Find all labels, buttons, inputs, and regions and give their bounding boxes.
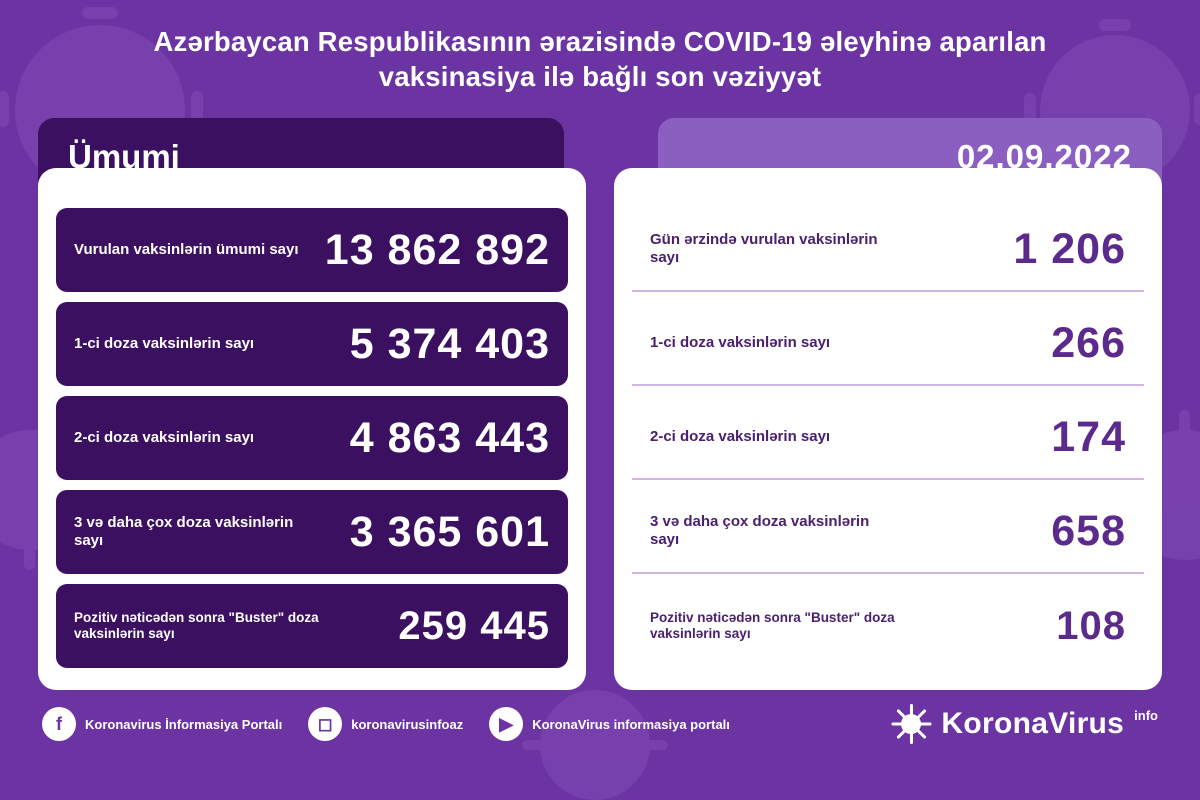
row-label: Vurulan vaksinlərin ümumi sayı xyxy=(74,241,299,258)
stats-columns xyxy=(0,100,1200,690)
total-panel xyxy=(38,168,586,690)
youtube-label: KoronaVirus informasiya portalı xyxy=(532,716,730,732)
table-row xyxy=(632,396,1144,480)
row-label: Pozitiv nəticədən sonra "Buster" doza vaksinlərin sayı xyxy=(74,609,319,642)
row-label: 3 və daha çox doza vaksinlərin sayı xyxy=(74,513,294,550)
row-label: Pozitiv nəticədən sonra "Buster" doza vaksinlərin sayı xyxy=(650,609,895,642)
instagram-icon: ◻ xyxy=(308,707,342,741)
table-row xyxy=(56,302,568,386)
social-instagram[interactable] xyxy=(308,707,463,741)
youtube-icon: ▶ xyxy=(489,707,523,741)
table-row xyxy=(56,208,568,292)
page-title xyxy=(0,0,1200,100)
facebook-icon: f xyxy=(42,707,76,741)
footer xyxy=(0,690,1200,744)
sun-virus-icon xyxy=(891,704,931,744)
social-facebook[interactable] xyxy=(42,707,282,741)
row-value: 108 xyxy=(1056,603,1126,648)
daily-column xyxy=(614,118,1162,690)
table-row xyxy=(632,302,1144,386)
row-label: 1-ci doza vaksinlərin sayı xyxy=(74,335,255,352)
row-value: 658 xyxy=(1051,506,1126,555)
row-value: 5 374 403 xyxy=(349,319,550,368)
row-value: 13 862 892 xyxy=(324,225,550,274)
brand-logo xyxy=(891,704,1158,744)
brand-name: KoronaVirus xyxy=(941,707,1125,741)
row-label: Gün ərzində vurulan vaksinlərin sayı xyxy=(650,230,878,267)
brand-suffix: info xyxy=(1134,708,1158,724)
row-label: 3 və daha çox doza vaksinlərin sayı xyxy=(650,512,870,549)
row-label: 2-ci doza vaksinlərin sayı xyxy=(74,429,255,446)
daily-panel xyxy=(614,168,1162,690)
table-row xyxy=(632,490,1144,574)
title-line-2: vaksinasiya ilə bağlı son vəziyyət xyxy=(378,61,822,93)
facebook-label: Koronavirus İnformasiya Portalı xyxy=(85,716,283,732)
row-label: 2-ci doza vaksinlərin sayı xyxy=(650,428,831,445)
row-value: 266 xyxy=(1051,318,1126,367)
report-date: 02.09.2022 xyxy=(956,138,1132,176)
table-row xyxy=(56,396,568,480)
row-value: 259 445 xyxy=(398,603,550,648)
row-label: 1-ci doza vaksinlərin sayı xyxy=(650,334,831,351)
social-youtube[interactable] xyxy=(489,707,730,741)
table-row xyxy=(632,208,1144,292)
total-heading: Ümumi xyxy=(68,138,180,176)
row-value: 1 206 xyxy=(1013,224,1126,273)
row-value: 3 365 601 xyxy=(349,507,550,556)
table-row xyxy=(56,584,568,668)
table-row xyxy=(632,584,1144,668)
row-value: 174 xyxy=(1051,412,1126,461)
title-line-1: Azərbaycan Respublikasının ərazisində COVID-19 əleyhinə aparılan xyxy=(153,26,1047,57)
instagram-label: koronavirusinfoaz xyxy=(351,716,464,732)
table-row xyxy=(56,490,568,574)
total-column xyxy=(38,118,586,690)
row-value: 4 863 443 xyxy=(349,413,550,462)
